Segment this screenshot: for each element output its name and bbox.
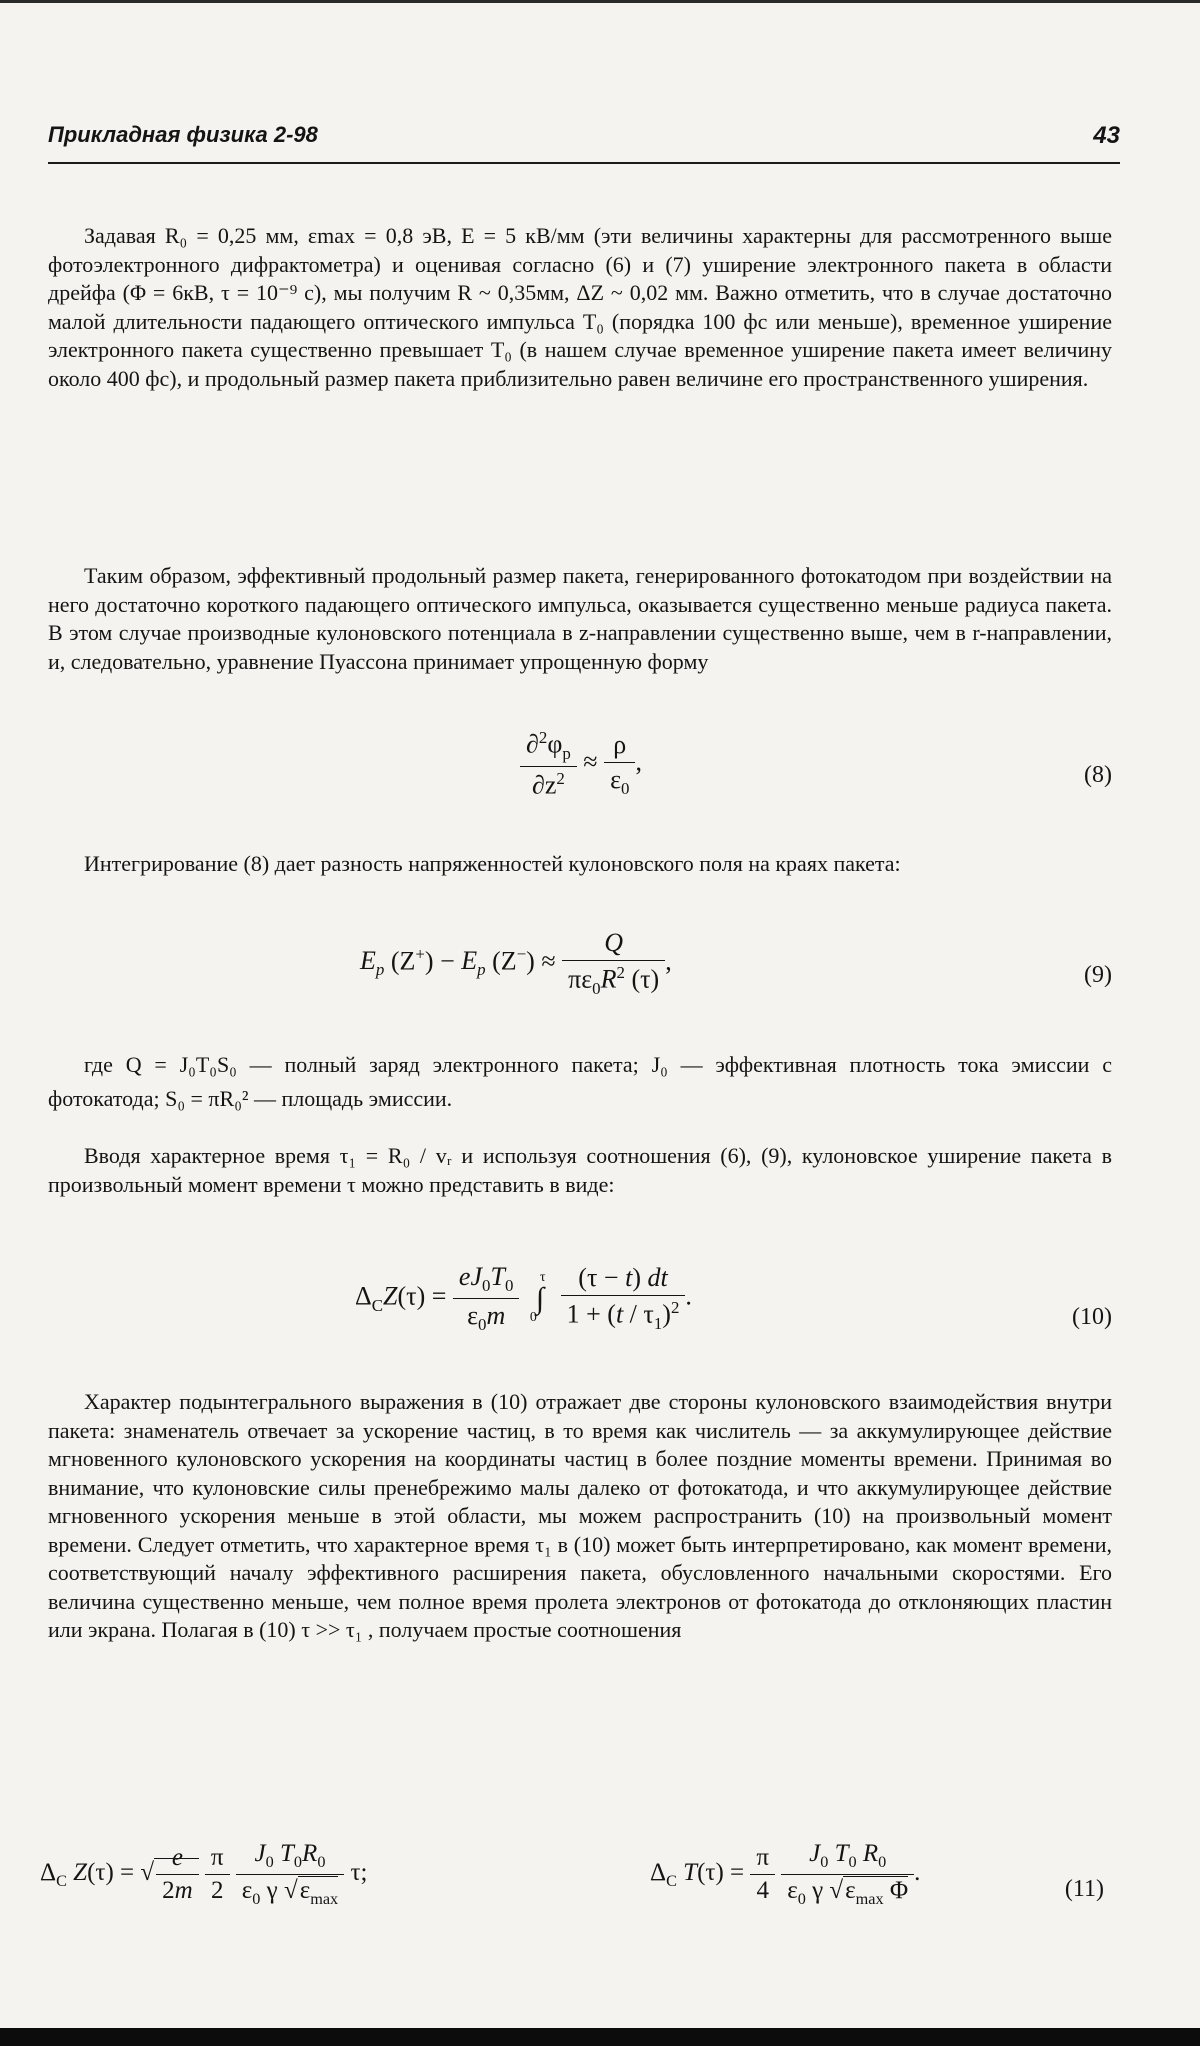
page-header — [48, 118, 1120, 164]
equation-11-number: (11) — [1064, 1876, 1104, 1902]
top-rule — [0, 0, 1200, 3]
equation-11-right: $\Delta_C$ T(τ) = $\frac{\pi}{4}$ $\frac{J_0 T_0 R_0}{\varepsilon_0 \gamma √\varepsilon_{max} \Phi}$ . — [650, 1840, 921, 1908]
equation-8-number: (8) — [1084, 762, 1112, 788]
paragraph-5: Вводя характерное время τ₁ = R₀ / vᵣ и используя соотношения (6), (9), кулоновское уширение пакета в произвольный момент времени τ можно представить в виде: — [48, 1143, 1112, 1197]
scan-bottom-border — [0, 2028, 1200, 2046]
paragraph-4: где Q = J₀T₀S₀ — полный заряд электронного пакета; J₀ — эффективная плотность тока эмиссии с фотокатода; S₀ = πR₀² — площадь эмиссии. — [48, 1052, 1112, 1111]
paragraph-3: Интегрирование (8) дает разность напряженностей кулоновского поля на краях пакета: — [84, 851, 901, 876]
equation-10-number: (10) — [1072, 1304, 1112, 1330]
journal-title: Прикладная физика 2-98 — [48, 122, 318, 147]
paragraph-1: Задавая R₀ = 0,25 мм, εmax = 0,8 эВ, E = 5 кВ/мм (эти величины характерны для рассмотренного выше фотоэлектронного дифрактометра) и оценивая согласно (6) и (7) уширение электронного пакета в области дрейфа (Φ = 6кВ, τ = 10⁻⁹ с), мы получим R ~ 0,35мм, ΔZ ~ 0,02 мм. Важно отметить, что в случае достаточно малой длительности падающего оптического импульса T₀ (порядка 100 фс или меньше), временное уширение электронного пакета существенно превышает T₀ (в нашем случае временное уширение пакета имеет величину около 400 фс), и продольный размер пакета приблизительно равен величине его пространственного уширения. — [48, 223, 1112, 391]
paragraph-2: Таким образом, эффективный продольный размер пакета, генерированного фотокатодом при воздействии на него достаточно короткого падающего оптического импульса, оказывается существенно меньше радиуса пакета. В этом случае производные кулоновского потенциала в z-направлении существенно выше, чем в r-направлении, и, следовательно, уравнение Пуассона принимает упрощенную форму — [48, 563, 1112, 674]
equation-9: $E_p$ $(Z^+) - E_p$ (Z−) ≈ $\frac{Q}{\pi\varepsilon_0R^2 (\tau)}$ , — [360, 928, 672, 998]
paragraph-6: Характер подынтегрального выражения в (10) отражает две стороны кулоновского взаимодействия внутри пакета: знаменатель отвечает за ускорение частиц, в то время как числитель — за аккумулирующее действие мгновенного кулоновского ускорения на координаты частиц в более поздние моменты времени. Принимая во внимание, что кулоновские силы пренебрежимо малы далеко от фотокатода, и что аккумулирующее действие мгновенного ускорения меньше в этой области, мы можем распространить (10) на произвольный момент времени. Следует отметить, что характерное время τ₁ в (10) может быть интерпретировано, как момент времени, соответствующий началу эффективного расширения пакета, обусловленного начальными скоростями. Его величина существенно меньше, чем полное время пролета электронов от фотокатода до отклоняющих пластин или экрана. Полагая в (10) τ >> τ₁ , получаем простые соотношения — [48, 1389, 1112, 1642]
equation-9-number: (9) — [1084, 962, 1112, 988]
equation-8: $\frac{\partial^2\varphi_p}{\partial z^2}$ ≈ $\frac{\rho}{\varepsilon_0}$ , — [520, 728, 642, 801]
equation-11-left: $\Delta_C$ Z(τ) = √ $\frac{e}{2m}$ $\frac{\pi}{2}$ $\frac{J_0 T_0R_0}{\varepsilon_0 \gamma √\varepsilon_{max}}$ τ; — [40, 1840, 368, 1908]
equation-10: $\Delta_CZ(\tau)$ = $\frac{eJ_0T_0}{\varepsilon_0m}$ ∫ τ 0 $\frac{(\tau - t) dt}{1 + (t / \tau_1)^2}$ . — [355, 1262, 692, 1335]
page-number: 43 — [1093, 122, 1120, 149]
